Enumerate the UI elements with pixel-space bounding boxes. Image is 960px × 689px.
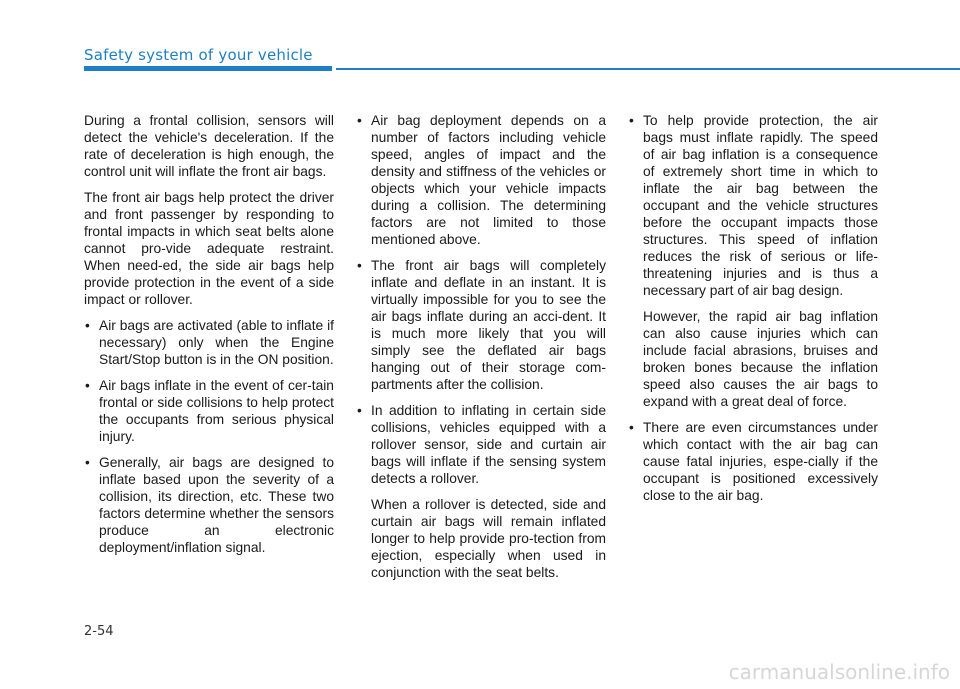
list-item: • There are even circumstances under which contact with the air bag can cause fatal injuries, espe-cially if the occupant is positioned excessively close to the air bag. bbox=[628, 419, 878, 504]
header-rule-thick bbox=[84, 66, 332, 71]
list-item: • Air bags are activated (able to inflate if necessary) only when the Engine Start/Stop button is in the ON position. bbox=[84, 317, 334, 368]
bullet-list bbox=[356, 112, 606, 581]
paragraph: During a frontal collision, sensors will detect the vehicle's deceleration. If the rate of deceleration is high enough, the control unit will inflate the front air bags. bbox=[84, 113, 334, 179]
paragraph: The front air bags help protect the driver and front passenger by responding to frontal impacts in which seat belts alone cannot pro-vide adequate restraint. When need-ed, the side air bags help provide protection in the event of a side impact or rollover. bbox=[84, 190, 334, 307]
list-item-continuation: When a rollover is detected, side and curtain air bags will remain inflated longer to help provide pro-tection from ejection, especially when used in conjunction with the seat belts. bbox=[371, 497, 606, 580]
list-item: • Air bag deployment depends on a number of factors including vehicle speed, angles of impact and the density and stiffness of the vehicles or objects which your vehicle impacts during a collision. The determining factors are not limited to those mentioned above. bbox=[356, 112, 606, 248]
list-item-text: • To help provide protection, the air bags must inflate rapidly. The speed of air bag inflation is a consequence of extremely short time in which to inflate the air bag between the occupant and the vehicle structures before the occupant impacts those structures. This speed of inflation reduces the risk of serious or life-threatening injuries and is thus a necessary part of air bag design. bbox=[643, 113, 878, 298]
list-item: • The front air bags will completely inflate and deflate in an instant. It is virtually impossible for you to see the air bags inflate during an acci-dent. It is much more likely that you will simply see the deflated air bags hanging out of their storage com-partments after the collision. bbox=[356, 257, 606, 393]
list-item bbox=[628, 112, 878, 410]
page-number: 2-54 bbox=[84, 624, 114, 639]
list-item: • Generally, air bags are designed to inflate based upon the severity of a collision, its direction, etc. These two factors determine whether the sensors produce an electronic deployment/inflation signal. bbox=[84, 454, 334, 556]
list-item-continuation: However, the rapid air bag inflation can also cause injuries which can include facial abrasions, bruises and broken bones because the inflation speed also causes the air bags to expand with a great deal of force. bbox=[643, 309, 878, 409]
bullet-list bbox=[84, 317, 334, 556]
list-item: • Air bags inflate in the event of cer-tain frontal or side collisions to help protect the occupants from serious physical injury. bbox=[84, 377, 334, 445]
text-column-3 bbox=[628, 112, 878, 513]
list-item-text: • In addition to inflating in certain side collisions, vehicles equipped with a rollover sensor, side and curtain air bags will inflate if the sensing system detects a rollover. bbox=[371, 403, 606, 486]
list-item bbox=[356, 402, 606, 581]
watermark: carmanualsonline.info bbox=[728, 660, 950, 684]
header-rule-thin bbox=[336, 68, 960, 70]
section-title: Safety system of your vehicle bbox=[84, 46, 313, 64]
text-column-2 bbox=[356, 112, 606, 590]
text-column-1 bbox=[84, 112, 334, 565]
bullet-list bbox=[628, 112, 878, 504]
